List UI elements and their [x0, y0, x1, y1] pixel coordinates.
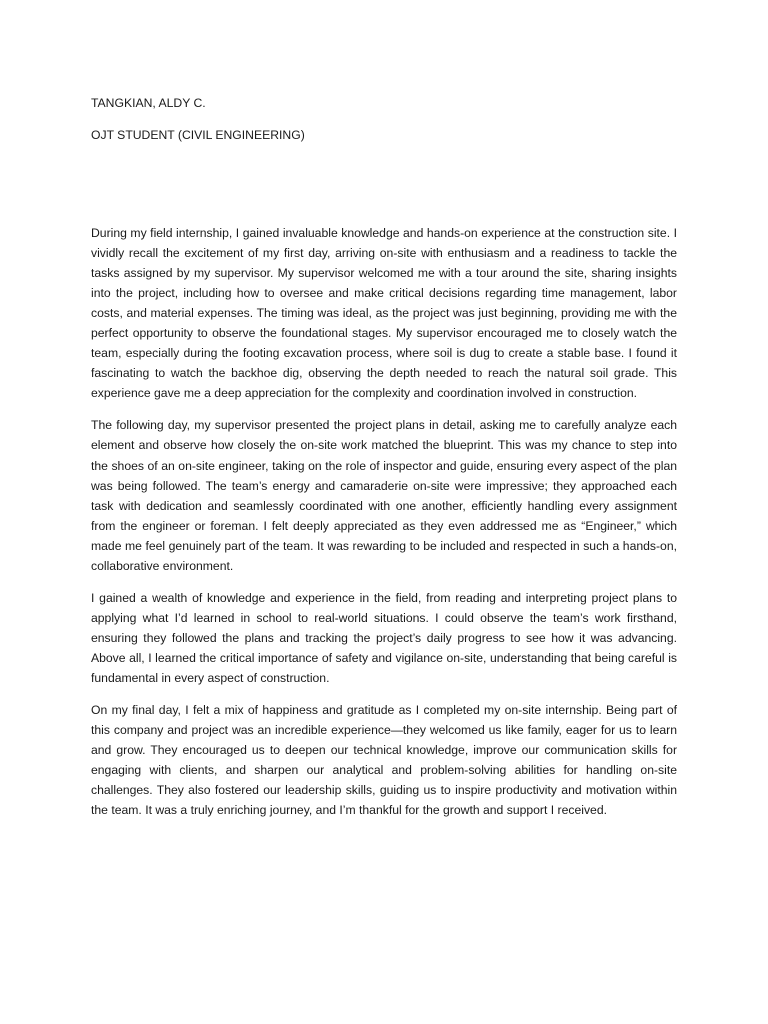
paragraph-final-day: On my final day, I felt a mix of happiness and gratitude as I completed my on-site internship. Being part of this company and project was an incredible experience—they welcomed us like family, eager for us to learn and grow. They encouraged us to deepen our technical knowledge, improve our communication skills for engaging with clients, and sharpen our analytical and problem-solving abilities for handling on-site challenges. They also fostered our leadership skills, guiding us to inspire productivity and motivation within the team. It was a truly enriching journey, and I’m thankful for the growth and support I received.: [91, 703, 677, 818]
document-body: [91, 223, 677, 832]
paragraph-project-plans: The following day, my supervisor presented the project plans in detail, asking me to carefully analyze each element and observe how closely the on-site work matched the blueprint. This was my chance to step into the shoes of an on-site engineer, taking on the role of inspector and guide, ensuring every aspect of the plan was being followed. The team’s energy and camaraderie on-site were impressive; they approached each task with dedication and seamlessly coordinated with one another, efficiently handling every assignment from the engineer or foreman. I felt deeply appreciated as they even addressed me as “Engineer,” which made me feel genuinely part of the team. It was rewarding to be included and respected in such a hands-on, collaborative environment.: [91, 418, 677, 573]
paragraph-knowledge-gained: I gained a wealth of knowledge and experience in the field, from reading and interpreting project plans to applying what I’d learned in school to real-world situations. I could observe the team’s work firsthand, ensuring they followed the plans and tracking the project’s daily progress to see how it was advancing. Above all, I learned the critical importance of safety and vigilance on-site, understanding that being careful is fundamental in every aspect of construction.: [91, 590, 677, 685]
author-role: OJT STUDENT (CIVIL ENGINEERING): [91, 128, 305, 142]
author-name: TANGKIAN, ALDY C.: [91, 96, 206, 110]
paragraph-first-day: During my field internship, I gained invaluable knowledge and hands-on experience at the construction site. I vividly recall the excitement of my first day, arriving on-site with enthusiasm and a readiness to tackle the tasks assigned by my supervisor. My supervisor welcomed me with a tour around the site, sharing insights into the project, including how to oversee and make critical decisions regarding time management, labor costs, and material expenses. The timing was ideal, as the project was just beginning, providing me with the perfect opportunity to observe the foundational stages. My supervisor encouraged me to closely watch the team, especially during the footing excavation process, where soil is dug to create a stable base. I found it fascinating to watch the backhoe dig, observing the depth needed to reach the natural soil grade. This experience gave me a deep appreciation for the complexity and coordination involved in construction.: [91, 226, 677, 401]
